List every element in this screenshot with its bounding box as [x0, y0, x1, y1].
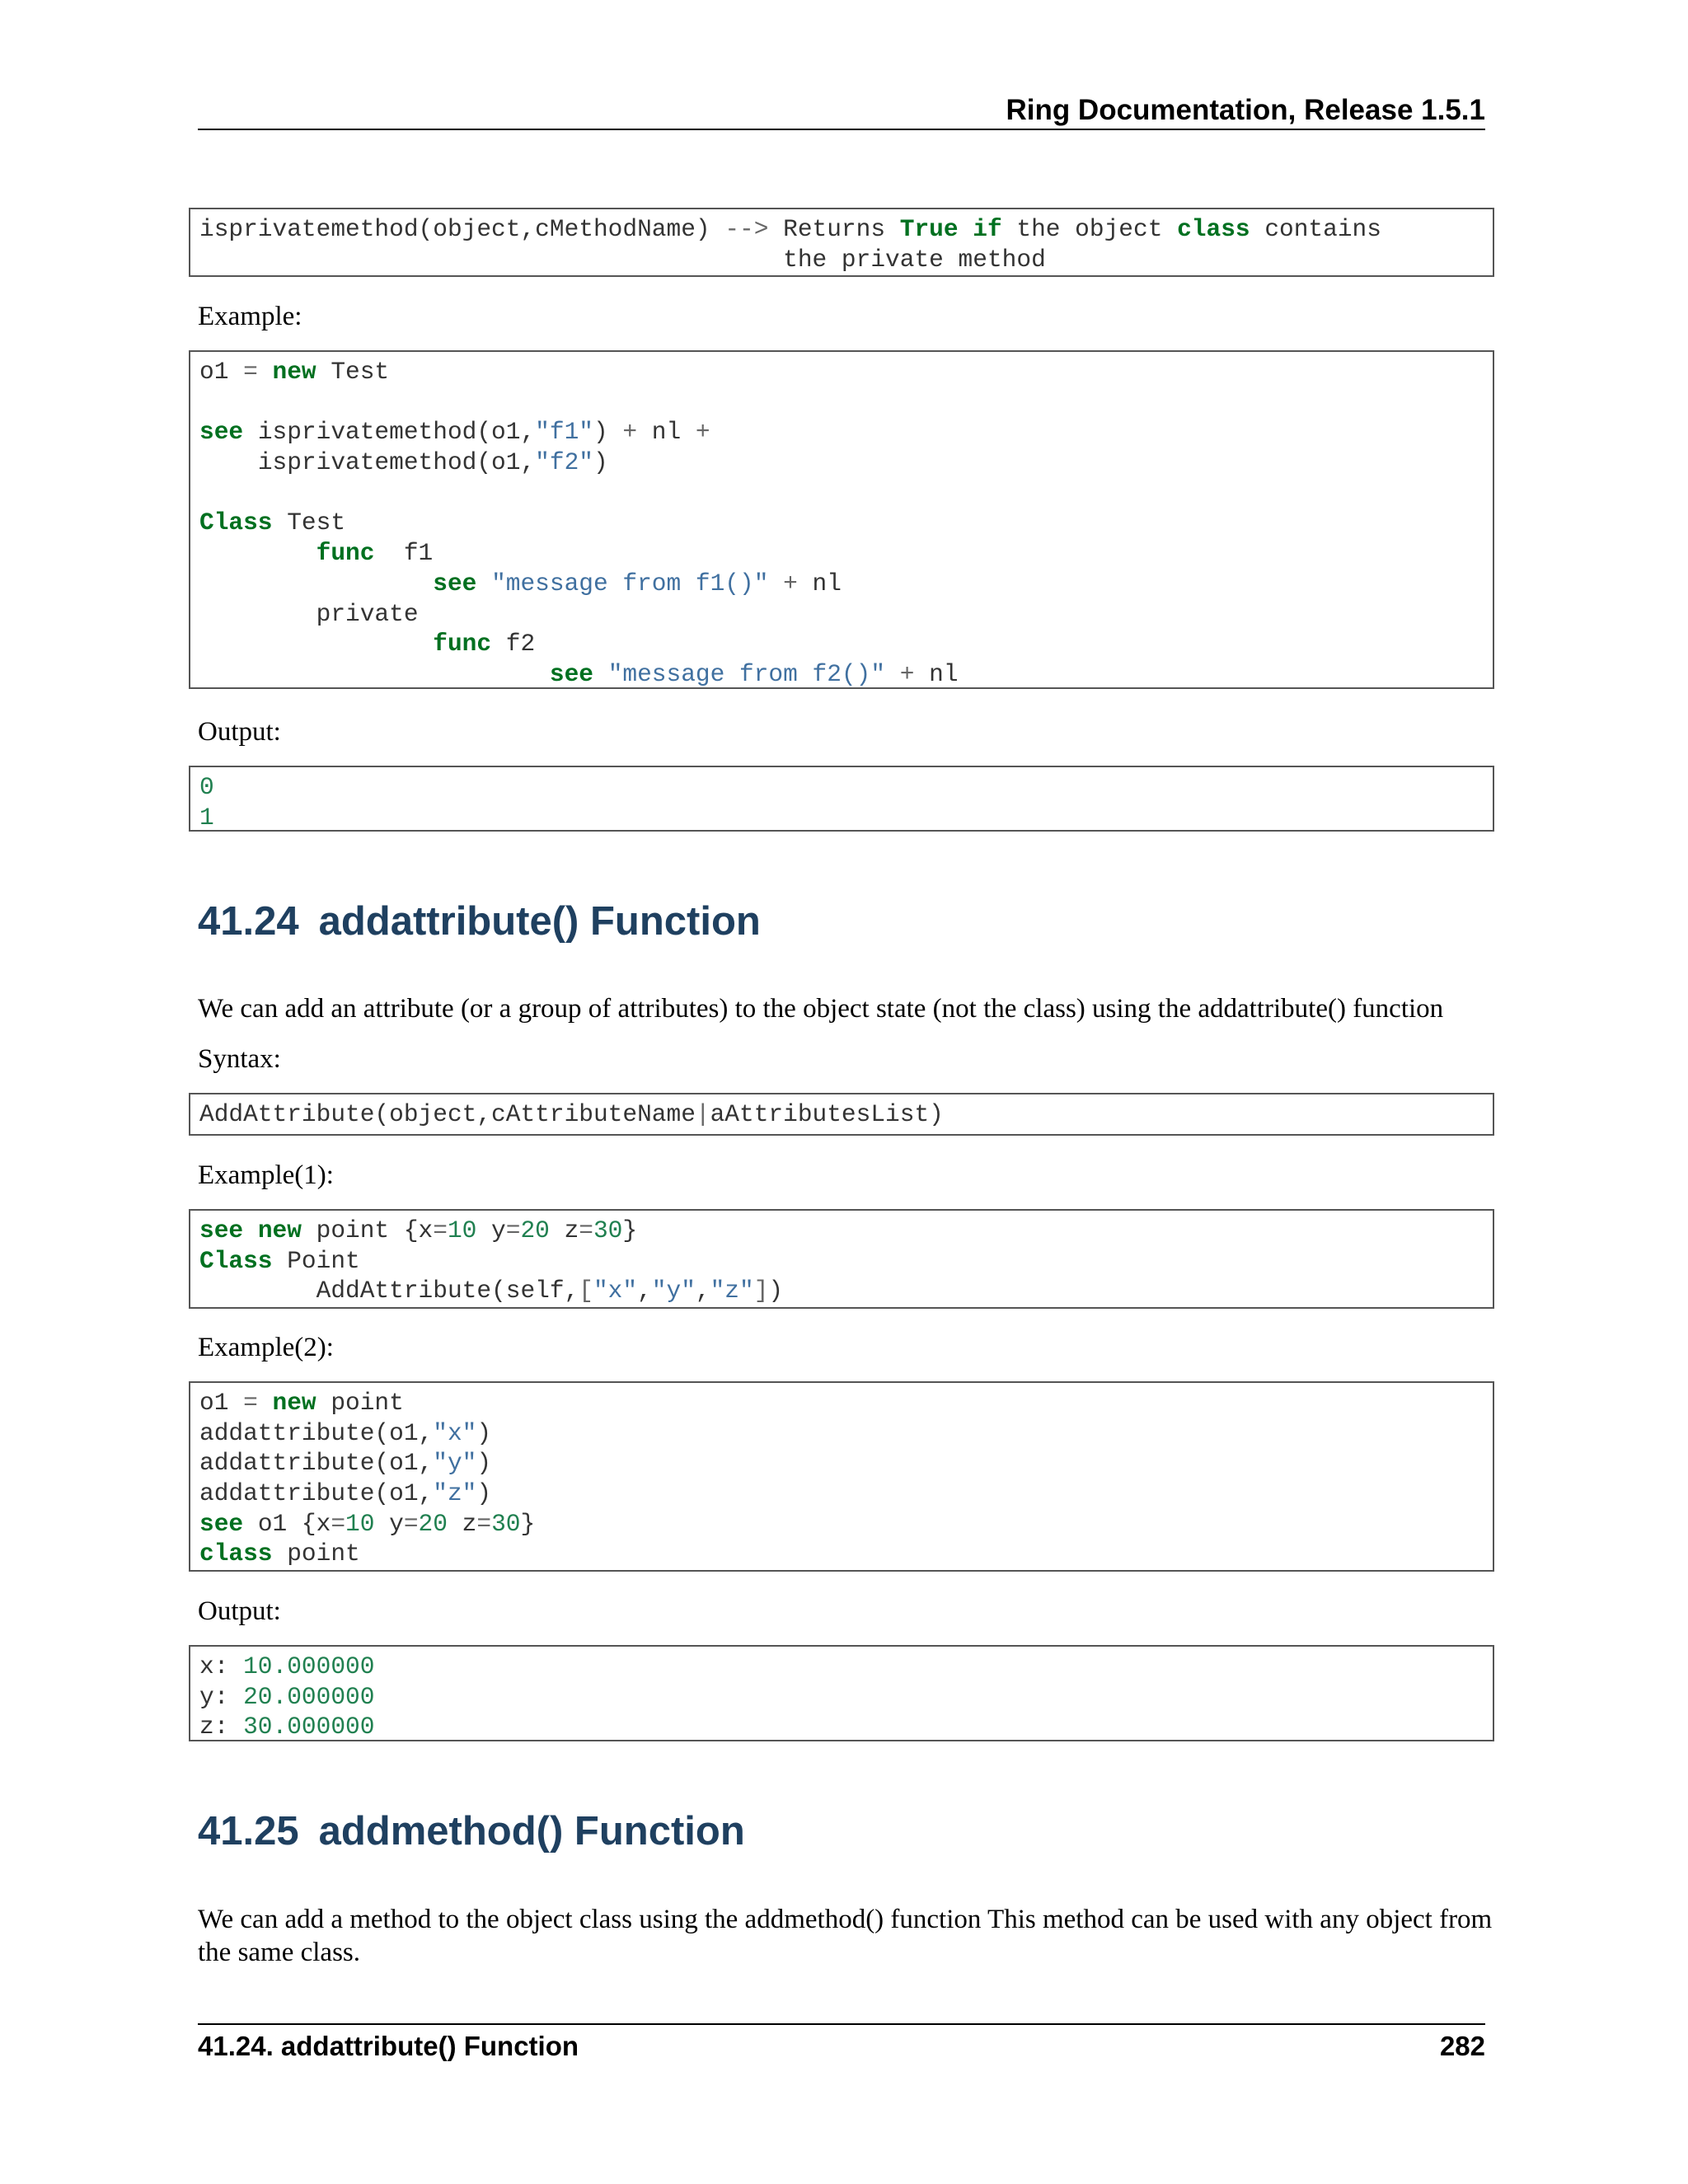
- code-number: 20: [520, 1216, 550, 1244]
- code-string: "z": [433, 1479, 477, 1508]
- code-string: "x": [433, 1418, 477, 1447]
- code-block-example-2: [189, 1381, 1494, 1572]
- code-text: point: [287, 1540, 360, 1568]
- code-keyword: new: [272, 1389, 316, 1417]
- label-output-2: Output:: [198, 1596, 281, 1626]
- code-text: Test: [331, 358, 390, 386]
- code-operator: +: [899, 659, 915, 688]
- code-text: o1: [199, 358, 229, 386]
- code-text: isprivatemethod(o1,: [257, 448, 536, 477]
- code-operator: =: [433, 1216, 448, 1244]
- code-text: ): [768, 1277, 784, 1305]
- code-text: ): [593, 448, 608, 477]
- code-block-example-1: [189, 1209, 1494, 1309]
- code-operator: =: [331, 1509, 346, 1538]
- page-footer: [198, 2023, 1485, 2074]
- section-title: addattribute() Function: [318, 899, 761, 944]
- code-number: 10.000000: [243, 1652, 375, 1680]
- code-text: f1: [403, 539, 434, 568]
- code-operator: =: [505, 1216, 521, 1244]
- code-operator: |: [695, 1100, 710, 1128]
- code-block-example: [189, 350, 1494, 689]
- label-example: Example:: [198, 302, 302, 331]
- code-operator: +: [783, 569, 798, 598]
- code-text: ): [476, 1418, 492, 1447]
- label-example-2: Example(2):: [198, 1333, 334, 1362]
- code-number: 1: [199, 803, 214, 832]
- code-text: isprivatemethod(o1,: [257, 418, 536, 447]
- code-text: z:: [199, 1713, 229, 1741]
- code-string: "message from f1()": [491, 569, 769, 598]
- code-operator: -->: [724, 215, 769, 243]
- code-string: "f1": [535, 418, 593, 447]
- code-text: ): [476, 1449, 492, 1478]
- code-text: }: [622, 1216, 638, 1244]
- code-keyword: Class: [199, 509, 273, 537]
- code-text: addattribute(o1,: [199, 1418, 434, 1447]
- code-text: Returns: [783, 215, 886, 243]
- code-number: 10: [345, 1509, 375, 1538]
- code-text: AddAttribute(self,: [316, 1277, 579, 1305]
- code-text: isprivatemethod(object,cMethodName): [199, 215, 710, 243]
- code-keyword: True: [899, 215, 959, 243]
- code-operator: =: [403, 1509, 419, 1538]
- code-number: 30: [491, 1509, 521, 1538]
- code-keyword: Class: [199, 1246, 273, 1275]
- footer-section-title: 41.24. addattribute() Function: [198, 2031, 579, 2061]
- code-text: z: [447, 1509, 477, 1538]
- code-number: 10: [447, 1216, 477, 1244]
- code-keyword: new: [272, 358, 316, 386]
- page-number: 282: [1439, 2031, 1485, 2061]
- code-text: ,: [637, 1277, 652, 1305]
- page-header: [198, 89, 1485, 130]
- code-keyword: class: [199, 1540, 273, 1568]
- code-block-output: [189, 766, 1494, 832]
- section-heading-addmethod: [198, 1808, 745, 1854]
- code-text: o1 {x: [257, 1509, 331, 1538]
- code-number: 0: [199, 773, 214, 801]
- section-number: 41.25: [198, 1809, 299, 1854]
- code-text: f2: [505, 630, 536, 658]
- code-block-syntax: [189, 1093, 1494, 1136]
- code-keyword: see: [199, 1509, 244, 1538]
- code-operator: [: [579, 1277, 593, 1305]
- code-number: 20: [418, 1509, 448, 1538]
- code-text: y: [374, 1509, 404, 1538]
- code-text: the object: [1016, 215, 1163, 243]
- document-title: Ring Documentation, Release 1.5.1: [1006, 94, 1485, 126]
- code-operator: =: [476, 1509, 492, 1538]
- code-keyword: if: [973, 215, 1002, 243]
- paragraph-addmethod-line-1: We can add a method to the object class using the addmethod() function This method can be used with any object from: [198, 1905, 1493, 1934]
- code-text: nl: [929, 659, 959, 688]
- code-text: point: [331, 1389, 404, 1417]
- code-block-signature: [189, 208, 1494, 277]
- code-operator: ]: [753, 1277, 769, 1305]
- code-string: "z": [710, 1277, 754, 1305]
- code-keyword: see: [433, 569, 477, 598]
- code-operator: =: [579, 1216, 593, 1244]
- code-keyword: see: [199, 1216, 244, 1244]
- code-number: 20.000000: [243, 1682, 375, 1711]
- section-title: addmethod() Function: [318, 1809, 745, 1854]
- code-text: addattribute(o1,: [199, 1449, 434, 1478]
- section-heading-addattribute: [198, 898, 761, 944]
- code-text: contains: [1264, 215, 1381, 243]
- label-syntax: Syntax:: [198, 1044, 281, 1074]
- code-text: the private method: [783, 245, 1046, 274]
- section-number: 41.24: [198, 899, 299, 944]
- code-keyword: class: [1177, 215, 1250, 243]
- code-operator: =: [243, 1389, 258, 1417]
- code-text: z: [549, 1216, 579, 1244]
- paragraph-addmethod-line-2: the same class.: [198, 1938, 361, 1967]
- code-text: private: [316, 599, 419, 628]
- code-keyword: see: [549, 659, 593, 688]
- code-text: Test: [287, 509, 346, 537]
- code-text: ): [593, 418, 608, 447]
- label-output: Output:: [198, 717, 281, 747]
- code-string: "y": [651, 1277, 696, 1305]
- code-text: aAttributesList): [710, 1100, 944, 1128]
- label-example-1: Example(1):: [198, 1160, 334, 1190]
- code-text: AddAttribute(object,cAttributeName: [199, 1100, 696, 1128]
- code-text: y:: [199, 1682, 229, 1711]
- code-text: nl: [651, 418, 682, 447]
- code-keyword: func: [316, 539, 375, 568]
- code-operator: +: [622, 418, 638, 447]
- code-string: "f2": [535, 448, 593, 477]
- code-block-output-2: [189, 1645, 1494, 1741]
- code-text: x:: [199, 1652, 229, 1680]
- code-operator: +: [695, 418, 710, 447]
- code-text: addattribute(o1,: [199, 1479, 434, 1508]
- paragraph-addattribute: We can add an attribute (or a group of attributes) to the object state (not the class) using the addattribute() function: [198, 994, 1444, 1024]
- code-text: y: [476, 1216, 506, 1244]
- code-text: ): [476, 1479, 492, 1508]
- code-number: 30: [593, 1216, 623, 1244]
- code-keyword: func: [433, 630, 492, 658]
- code-number: 30.000000: [243, 1713, 375, 1741]
- code-operator: =: [243, 358, 258, 386]
- code-text: o1: [199, 1389, 229, 1417]
- code-string: "y": [433, 1449, 477, 1478]
- code-text: nl: [812, 569, 842, 598]
- code-text: Point: [287, 1246, 360, 1275]
- code-text: }: [520, 1509, 536, 1538]
- code-string: "message from f2()": [607, 659, 886, 688]
- code-text: ,: [695, 1277, 710, 1305]
- code-keyword: see: [199, 418, 244, 447]
- code-string: "x": [593, 1277, 638, 1305]
- code-keyword: new: [257, 1216, 302, 1244]
- code-text: point {x: [316, 1216, 434, 1244]
